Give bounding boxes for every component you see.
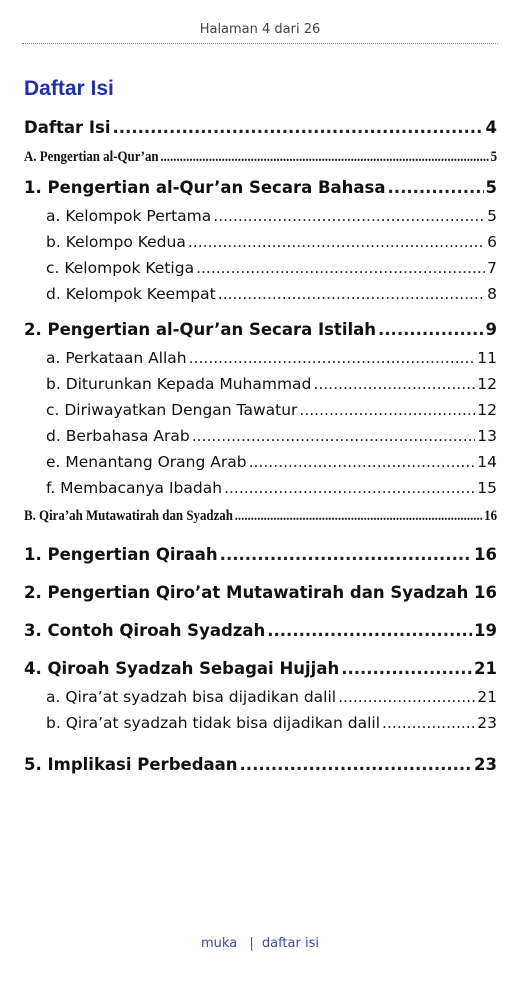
toc-entry-label: 1. Pengertian al-Qur’an Secara Bahasa (24, 178, 386, 197)
link-daftar-isi[interactable]: daftar isi (261, 936, 319, 951)
toc-entry-page: 16 (484, 508, 498, 524)
toc-entry-page: 4 (485, 118, 497, 137)
toc-entry-page: 19 (474, 621, 497, 640)
dot-leader (341, 654, 472, 684)
toc-subentry[interactable] (24, 255, 497, 281)
toc-entry-label: b. Qira’at syadzah tidak bisa dijadikan dalil (46, 714, 381, 732)
toc-entry[interactable] (24, 315, 497, 345)
toc-entry-label: b. Kelompo Kedua (46, 233, 186, 251)
toc-entry-label: c. Kelompok Ketiga (46, 259, 195, 277)
toc-entry-page: 23 (477, 714, 497, 732)
toc-entry-label: 4. Qiroah Syadzah Sebagai Hujjah (24, 659, 340, 678)
toc-section[interactable] (24, 142, 497, 173)
toc-entry-page: 21 (477, 688, 497, 706)
toc-entry-label: 1. Pengertian Qiraah (24, 545, 218, 564)
dot-leader (189, 345, 476, 371)
toc-entry-page: 5 (485, 178, 497, 197)
toc-entry[interactable] (24, 750, 497, 780)
toc-entry-page: 12 (477, 401, 497, 419)
toc-entry-label: 3. Contoh Qiroah Syadzah (24, 621, 266, 640)
toc-subentry[interactable] (24, 371, 497, 397)
toc-entry-page: 13 (477, 427, 497, 445)
dot-leader (235, 501, 483, 532)
toc-section[interactable] (24, 501, 497, 532)
toc-entry-page: 16 (474, 583, 497, 602)
toc-entry-label: a. Perkataan Allah (46, 349, 187, 367)
toc-entry[interactable] (24, 173, 497, 203)
toc-subentry[interactable] (24, 281, 497, 307)
dot-leader (220, 540, 472, 570)
toc-entry-label: Daftar Isi (24, 118, 111, 137)
page-indicator: Halaman 4 dari 26 (199, 22, 321, 37)
toc-entry[interactable] (24, 654, 497, 684)
toc-entry-label: c. Diriwayatkan Dengan Tawatur (46, 401, 298, 419)
toc-entry-page: 16 (474, 545, 497, 564)
toc-subentry[interactable] (24, 710, 497, 736)
dot-leader (213, 203, 485, 229)
toc-entry-page: 5 (490, 149, 498, 165)
toc-entry-label: d. Kelompok Keempat (46, 285, 216, 303)
toc-entry[interactable] (24, 540, 497, 570)
dot-leader (224, 475, 475, 501)
toc-entry-label: d. Berbahasa Arab (46, 427, 190, 445)
header-divider (22, 43, 498, 44)
toc-entry-page: 23 (474, 755, 497, 774)
toc-entry-label: a. Kelompok Pertama (46, 207, 212, 225)
dot-leader (160, 142, 489, 173)
toc-subentry[interactable] (24, 345, 497, 371)
toc-entry-label: A. Pengertian al-Qur’an (24, 149, 159, 165)
toc-entry[interactable] (24, 616, 497, 646)
dot-leader (196, 255, 485, 281)
dot-leader (249, 449, 476, 475)
dot-leader (192, 423, 476, 449)
toc-entry[interactable] (24, 578, 497, 608)
dot-leader (299, 397, 475, 423)
toc-subentry[interactable] (24, 449, 497, 475)
toc-entry-label: f. Membacanya Ibadah (46, 479, 223, 497)
dot-leader (267, 616, 472, 646)
toc-entry-page: 5 (487, 207, 497, 225)
toc-entry-label: e. Menantang Orang Arab (46, 453, 247, 471)
dot-leader (338, 684, 475, 710)
toc-subentry[interactable] (24, 475, 497, 501)
toc-subentry[interactable] (24, 203, 497, 229)
toc-entry-page: 7 (487, 259, 497, 277)
toc-subentry[interactable] (24, 684, 497, 710)
toc-entry-label: B. Qira’ah Mutawatirah dan Syadzah (24, 508, 233, 524)
toc-entry-label: 5. Implikasi Perbedaan (24, 755, 238, 774)
toc-subentry[interactable] (24, 397, 497, 423)
toc-entry-page: 12 (477, 375, 497, 393)
toc-entry[interactable] (24, 113, 497, 142)
table-of-contents (24, 113, 497, 780)
toc-entry-page: 8 (487, 285, 497, 303)
toc-subentry[interactable] (24, 229, 497, 255)
dot-leader (218, 281, 485, 307)
dot-leader (313, 371, 475, 397)
dot-leader (378, 315, 484, 345)
page-title: Daftar Isi (24, 77, 114, 100)
toc-entry-page: 21 (474, 659, 497, 678)
dot-leader (388, 173, 484, 203)
toc-entry-label: 2. Pengertian al-Qur’an Secara Istilah (24, 320, 377, 339)
dot-leader (240, 750, 473, 780)
toc-entry-label: b. Diturunkan Kepada Muhammad (46, 375, 312, 393)
dot-leader (113, 113, 484, 142)
toc-entry-label: a. Qira’at syadzah bisa dijadikan dalil (46, 688, 337, 706)
footer-nav (0, 936, 520, 951)
toc-subentry[interactable] (24, 423, 497, 449)
toc-entry-page: 6 (487, 233, 497, 251)
link-muka[interactable]: muka (201, 936, 238, 951)
toc-entry-page: 9 (485, 320, 497, 339)
dot-leader (382, 710, 475, 736)
dot-leader (188, 229, 485, 255)
toc-entry-label: 2. Pengertian Qiro’at Mutawatirah dan Syadzah (24, 583, 469, 602)
toc-entry-page: 15 (477, 479, 497, 497)
toc-entry-page: 11 (477, 349, 497, 367)
footer-separator: | (249, 936, 254, 951)
dot-leader (470, 578, 472, 608)
toc-entry-page: 14 (477, 453, 497, 471)
